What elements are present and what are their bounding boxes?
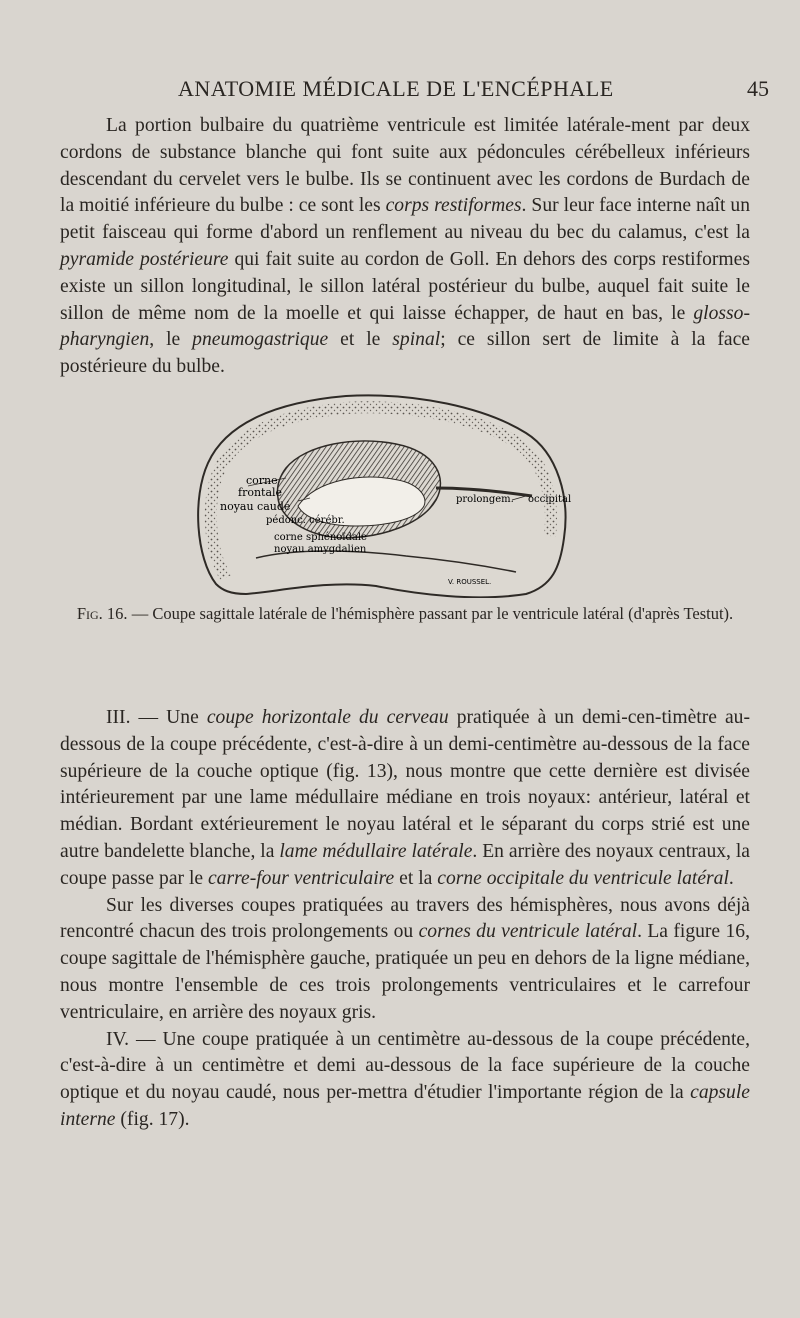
text-run: IV. — Une coupe pratiquée à un centimètre au-dessous de la coupe précédente, c'est-à-dire à un centimètre et demi au-dessous de la face supérieure de la couche optique et du noyau caudé, nous per-mettra d'étudier l'importante région de la — [60, 1028, 750, 1104]
text-run: . — [728, 867, 734, 889]
text-run: La portion bulbaire du quatrième ventricule est limitée latérale-ment par deux cordons de substance blanche qui font suite aux pédoncules cérébelleux inférieurs descendant du cervelet vers le bulbe. Ils se continuent avec les cordons de Burdach de la moitié inférieure du bulbe : ce sont les — [60, 115, 750, 217]
text-run: Sur les diverses coupes pratiquées au travers des hémisphères, nous avons déjà rencontré chacun des trois prolongements ou — [60, 894, 750, 943]
figure-number: Fig. 16. — [76, 604, 128, 623]
paragraph-coupe-horizontale — [60, 705, 750, 893]
label-prolongement: prolongem. — [456, 494, 514, 505]
term-pneumogastrique: pneumogastrique — [192, 329, 329, 351]
page-number: 45 — [747, 76, 769, 101]
text-run: pratiquée à un demi-cen-timètre au-dessous de la coupe précédente, c'est-à-dire à un demi-centimètre au-dessous de la face supérieure de la couche optique (fig. 13), nous montre que cette dernière est divisée intérieurement par une lame médullaire médiane en trois noyaux: antérieur, latéral et médian. Bordant extérieurement le noyau latéral et le séparant du corps strié est une autre bandelette blanche, la — [60, 707, 751, 862]
label-corne-sphenoidale: corne sphénoïdale — [274, 532, 367, 543]
paragraph-cornes-ventricule — [60, 893, 750, 1027]
caption-text: — Coupe sagittale latérale de l'hémisphère passant par le ventricule latéral (d'après Testut). — [127, 604, 734, 623]
term-lame-medullaire-laterale: lame médullaire latérale — [279, 840, 473, 862]
term-spinal: spinal — [392, 329, 441, 351]
text-run: et la — [394, 867, 438, 889]
text-block-top — [60, 113, 750, 381]
label-noyau-amygdalien: noyau amygdalien — [274, 544, 367, 555]
figure-caption — [60, 603, 750, 624]
term-corps-restiformes: corps restiformes — [385, 195, 522, 217]
term-corne-occipitale: corne occipitale du ventricule latéral — [437, 867, 729, 889]
term-cornes-ventricule: cornes du ventricule latéral — [418, 921, 638, 943]
term-pyramide-posterieure: pyramide postérieure — [60, 248, 229, 270]
label-corne: corne — [246, 474, 278, 487]
term-capsule-interne: capsule interne — [60, 1082, 750, 1130]
text-run: III. — Une — [106, 707, 207, 728]
label-occipital: occipital — [528, 494, 572, 505]
text-run: . La figure 16, coupe sagittale de l'hémisphère gauche, pratiquée un peu en dehors de la ligne médiane, nous montre l'ensemble de ces trois prolongements ventriculaires et le carrefour ventriculaire, en arrière des noyaux gris. — [60, 921, 750, 1023]
label-pedonc: pédonc. cérébr. — [266, 515, 345, 526]
label-frontale: frontale — [238, 486, 283, 499]
text-run: qui fait suite au cordon de Goll. En dehors des corps restiformes existe un sillon longitudinal, le sillon latéral postérieur du bulbe, auquel fait suite le sillon de même nom de la moelle et qui laisse échapper, de haut en bas, le — [60, 248, 750, 324]
text-run: ; ce sillon sert de limite à la face postérieure du bulbe. — [60, 329, 750, 378]
term-carrefour-ventriculaire: carre-four ventriculaire — [207, 867, 395, 889]
paragraph-bulbar-portion — [60, 113, 750, 381]
text-block-bottom — [60, 705, 750, 1134]
running-head — [0, 76, 800, 116]
figure-16 — [186, 388, 578, 598]
term-glosso-pharyngien: glosso-pharyngien — [60, 302, 750, 351]
paragraph-capsule-interne — [60, 1027, 750, 1134]
text-run: et le — [328, 329, 393, 351]
illustrator-signature: V. ROUSSEL. — [448, 578, 492, 586]
text-run: (fig. 17). — [115, 1108, 190, 1130]
label-noyau-caude: noyau caudé — [220, 500, 291, 513]
running-title: ANATOMIE MÉDICALE DE L'ENCÉPHALE — [178, 76, 614, 101]
text-run: . Sur leur face interne naît un petit faisceau qui forme d'abord un renflement au niveau du bec du calamus, c'est la — [60, 195, 750, 244]
text-run: , le — [149, 329, 193, 351]
hemisphere-illustration — [186, 388, 578, 598]
text-run: . En arrière des noyaux centraux, la coupe passe par le — [60, 840, 750, 889]
term-coupe-horizontale: coupe horizontale du cerveau — [206, 707, 449, 728]
